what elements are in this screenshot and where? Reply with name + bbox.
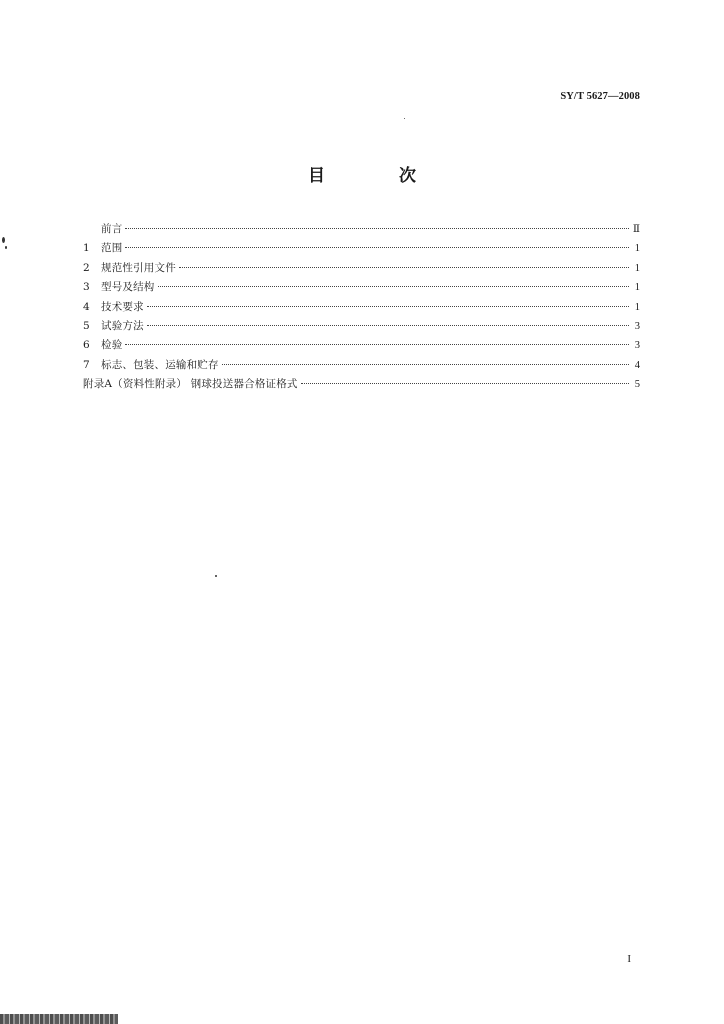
toc-entry-label: 4 技术要求 — [83, 298, 144, 317]
toc-leader-dots — [125, 228, 629, 229]
toc-entry-label: 6 检验 — [83, 336, 122, 355]
toc-entry-page: 1 — [634, 282, 640, 294]
toc-entry-number: 4 — [83, 300, 90, 313]
toc-entry-model-structure[interactable] — [83, 278, 640, 297]
scan-speck — [2, 237, 5, 243]
toc-entry-label: 5 试验方法 — [83, 317, 144, 336]
toc-entry-page: 5 — [634, 379, 640, 391]
table-of-contents — [83, 220, 640, 395]
toc-entry-inspection[interactable] — [83, 336, 640, 355]
toc-entry-foreword[interactable] — [83, 220, 640, 239]
toc-entry-label: 3 型号及结构 — [83, 278, 155, 297]
toc-entry-page: 1 — [634, 262, 640, 274]
toc-leader-dots — [147, 325, 629, 326]
toc-entry-label: 7 标志、包装、运输和贮存 — [83, 356, 219, 375]
toc-entry-page: 1 — [634, 301, 640, 313]
toc-leader-dots — [147, 306, 629, 307]
toc-leader-dots — [158, 286, 630, 287]
toc-entry-number: 1 — [83, 242, 90, 255]
scan-speck — [215, 575, 217, 577]
toc-leader-dots — [222, 364, 629, 365]
toc-entry-page: 3 — [634, 320, 640, 332]
toc-leader-dots — [125, 247, 629, 248]
standard-code: SY/T 5627—2008 — [560, 91, 640, 102]
toc-entry-test-methods[interactable] — [83, 317, 640, 336]
toc-leader-dots — [301, 383, 629, 384]
toc-entry-page: 1 — [634, 243, 640, 255]
toc-entry-page: 3 — [634, 340, 640, 352]
page-number: I — [627, 953, 631, 965]
toc-leader-dots — [125, 344, 629, 345]
toc-entry-number: 7 — [83, 358, 90, 371]
toc-entry-number: 5 — [83, 319, 90, 332]
toc-entry-scope[interactable] — [83, 239, 640, 258]
toc-entry-label: 附录A（资料性附录） 钢球投送器合格证格式 — [83, 378, 298, 391]
scan-speck — [5, 246, 7, 249]
scan-edge-mark — [0, 1014, 118, 1024]
toc-entry-label: 2 规范性引用文件 — [83, 259, 176, 278]
toc-entry-number: 3 — [83, 281, 90, 294]
toc-entry-page: Ⅱ — [632, 224, 640, 235]
toc-entry-number: 6 — [83, 339, 90, 352]
toc-leader-dots — [179, 267, 629, 268]
toc-title: 目 次 — [308, 166, 450, 186]
toc-entry-number: 2 — [83, 261, 90, 274]
toc-entry-label: 1 范围 — [83, 239, 122, 258]
toc-entry-page: 4 — [634, 359, 640, 371]
scan-speck — [404, 118, 405, 119]
toc-entry-technical-requirements[interactable] — [83, 298, 640, 317]
toc-entry-normative-references[interactable] — [83, 259, 640, 278]
toc-entry-label: 前言 — [101, 223, 123, 235]
toc-entry-annex-a[interactable] — [83, 375, 640, 394]
toc-entry-marking-packaging[interactable] — [83, 356, 640, 375]
